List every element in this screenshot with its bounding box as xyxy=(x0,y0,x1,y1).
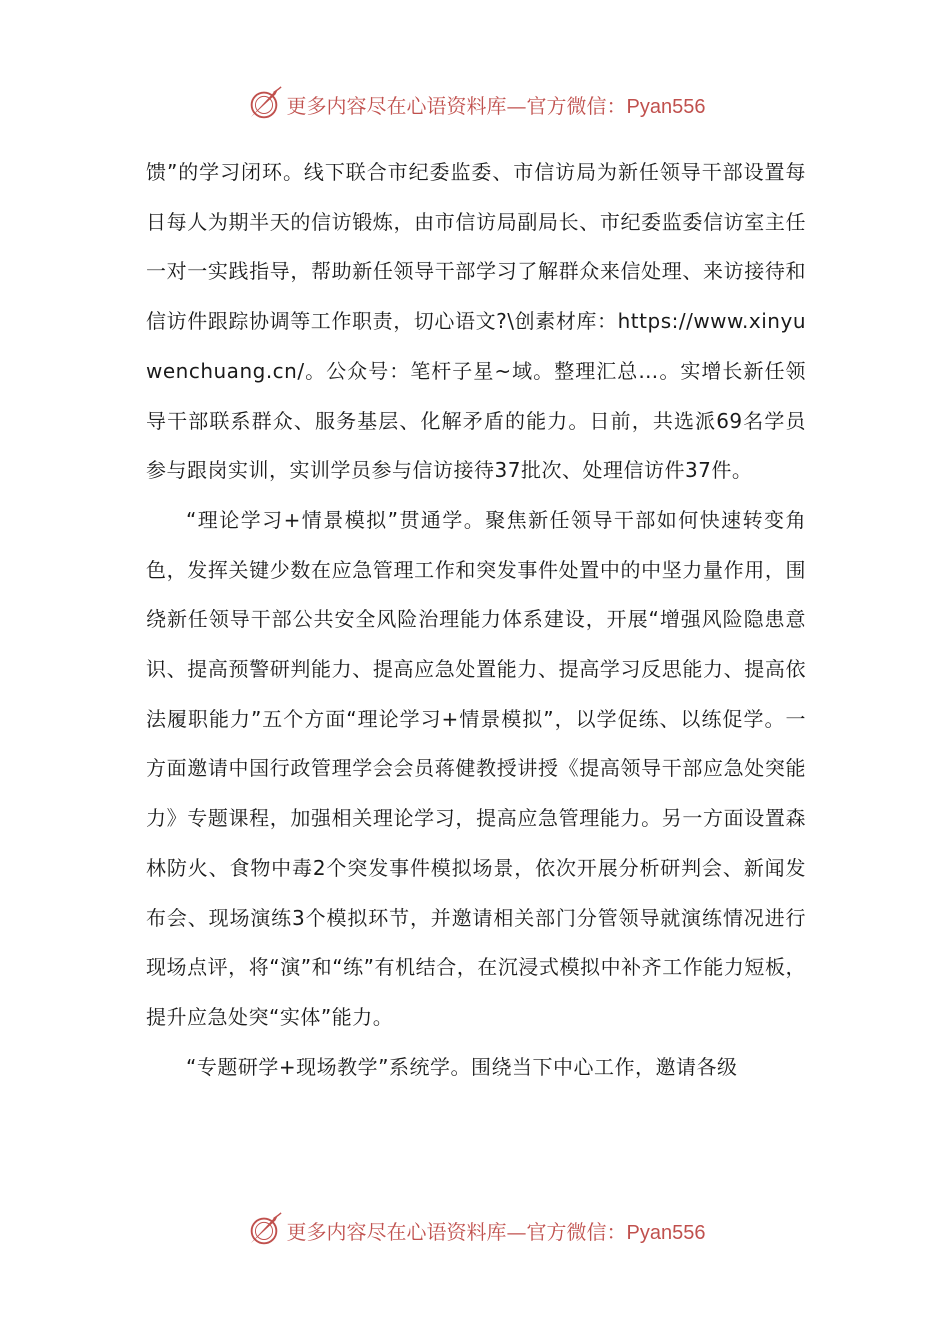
paragraph: “理论学习+情景模拟”贯通学。聚焦新任领导干部如何快速转变角色，发挥关键少数在应急管理工作和突发事件处置中的中坚力量作用，围绕新任领导干部公共安全风险治理能力体系建设，开展“增强风险隐患意识、提高预警研判能力、提高应急处置能力、提高学习反思能力、提高依法履职能力”五个方面“理论学习+情景模拟”，以学促练、以练促学。一方面邀请中国行政管理学会会员蒋健教授讲授《提高领导干部应急处突能力》专题课程，加强相关理论学习，提高应急管理能力。另一方面设置森林防火、食物中毒2个突发事件模拟场景，依次开展分析研判会、新闻发布会、现场演练3个模拟环节，并邀请相关部门分管领导就演练情况进行现场点评，将“演”和“练”有机结合，在沉浸式模拟中补齐工作能力短板，提升应急处突“实体”能力。 xyxy=(146,507,806,1029)
paragraph: “专题研学+现场教学”系统学。围绕当下中心工作，邀请各级 xyxy=(186,1054,738,1079)
quill-circle-icon xyxy=(245,1211,283,1249)
watermark-text: 更多内容尽在心语资料库—官方微信：Pyan556 xyxy=(286,93,706,118)
header-watermark xyxy=(0,84,950,124)
paragraph: 馈”的学习闭环。线下联合市纪委监委、市信访局为新任领导干部设置每日每人为期半天的信访锻炼，由市信访局副局长、市纪委监委信访室主任一对一实践指导，帮助新任领导干部学习了解群众来信处理、来访接待和信访件跟踪协调等工作职责，切心语文?\创素材库：https://www.xinyuwenchuang.cn/。公众号：笔杆子星~域。整理汇总…。实增长新任领导干部联系群众、服务基层、化解矛盾的能力。日前，共选派69名学员参与跟岗实训，实训学员参与信访接待37批次、处理信访件37件。 xyxy=(146,160,806,483)
document-body xyxy=(146,148,806,1092)
watermark-text: 更多内容尽在心语资料库—官方微信：Pyan556 xyxy=(286,1219,706,1244)
footer-watermark xyxy=(0,1210,950,1250)
quill-circle-icon xyxy=(245,85,283,123)
